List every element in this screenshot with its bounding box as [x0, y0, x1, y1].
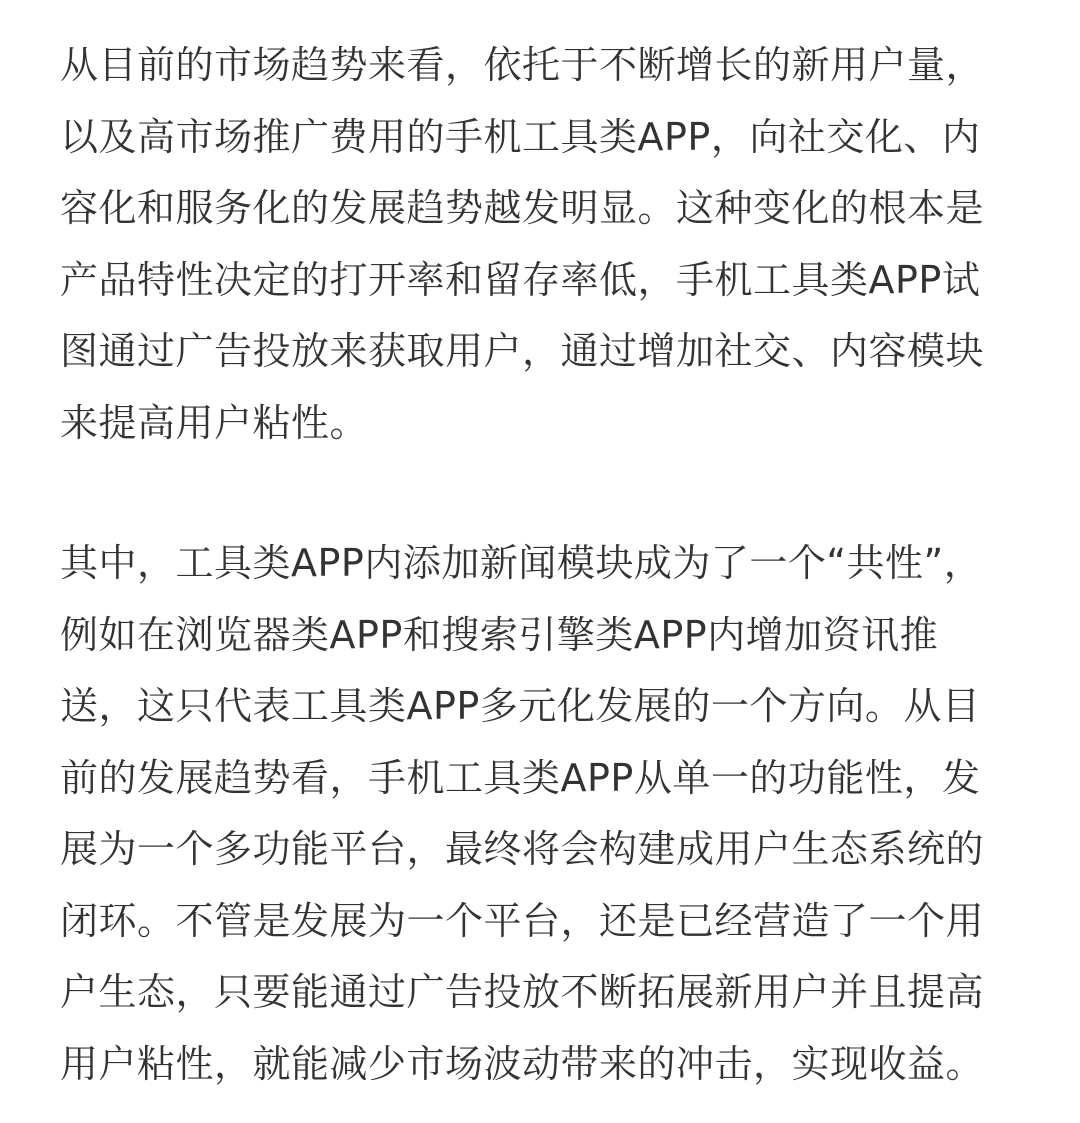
text-line: 以及高市场推广费用的手机工具类APP，向社交化、内 [60, 114, 981, 159]
text-line: 送，这只代表工具类APP多元化发展的一个方向。从目 [60, 684, 981, 728]
text-line: 容化和服务化的发展趋势越发明显。这种变化的根本是 [60, 186, 985, 230]
text-line: 前的发展趋势看，手机工具类APP从单一的功能性，发 [60, 755, 981, 800]
text-line: 例如在浏览器类APP和搜索引擎类APP内增加资讯推 [60, 612, 939, 657]
text-line: 闭环。不管是发展为一个平台，还是已经营造了一个用 [60, 898, 985, 943]
text-line: 展为一个多功能平台，最终将会构建成用户生态系统的 [60, 827, 985, 871]
text-line: 产品特性决定的打开率和留存率低，手机工具类APP试 [60, 257, 981, 302]
paragraph-gap [60, 459, 1020, 528]
article-body [60, 30, 1020, 1100]
text-line: 其中，工具类APP内添加新闻模块成为了一个“共性”， [60, 541, 983, 585]
text-line: 用户粘性，就能减少市场波动带来的冲击，实现收益。 [60, 1041, 985, 1086]
text-line: 户生态，只要能通过广告投放不断拓展新用户并且提高 [60, 970, 985, 1014]
paragraph-2 [60, 528, 1020, 1100]
text-line: 来提高用户粘性。 [60, 400, 369, 445]
paragraph-1 [60, 30, 1020, 459]
text-line: 图通过广告投放来获取用户，通过增加社交、内容模块 [60, 329, 985, 373]
text-line: 从目前的市场趋势来看，依托于不断增长的新用户量， [60, 43, 985, 87]
